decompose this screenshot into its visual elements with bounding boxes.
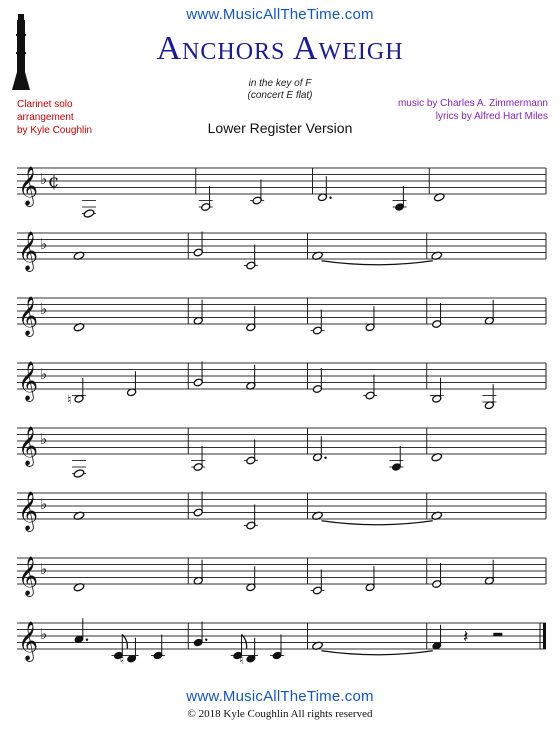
tie (322, 521, 433, 525)
flat-sign-icon: ♭ (40, 365, 48, 383)
tie (322, 261, 433, 265)
site-url-bottom[interactable]: www.MusicAllTheTime.com (186, 688, 374, 705)
treble-clef-icon: 𝄞 (18, 491, 39, 531)
cut-time-icon: ¢ (48, 171, 60, 192)
key-line-1: in the key of F (248, 78, 312, 89)
final-bar-thick (543, 623, 546, 649)
note-flag (242, 635, 247, 649)
augmentation-dot (324, 457, 326, 459)
key-line-2: (concert E flat) (247, 90, 313, 101)
flat-sign-icon: ♭ (40, 300, 48, 318)
arrangement-line: arrangement (17, 112, 74, 123)
flat-sign-icon: ♭ (40, 430, 48, 448)
note-head (73, 469, 85, 478)
natural-sign-icon: ♮ (238, 652, 244, 668)
augmentation-dot (86, 639, 88, 641)
tie (322, 651, 433, 655)
flat-sign-icon: ♭ (40, 560, 48, 578)
treble-clef-icon: 𝄞 (18, 231, 39, 271)
treble-clef-icon: 𝄞 (18, 296, 39, 336)
treble-clef-icon: 𝄞 (18, 556, 39, 596)
quarter-rest-icon: 𝄽 (463, 627, 469, 647)
copyright-notice: © 2018 Kyle Coughlin All rights reserved (187, 708, 373, 720)
augmentation-dot (205, 639, 207, 641)
music-credit: music by Charles A. Zimmermann (397, 98, 548, 109)
natural-sign-icon: ♮ (67, 392, 72, 408)
lyrics-credit: lyrics by Alfred Hart Miles (435, 111, 548, 122)
half-rest-icon (493, 633, 502, 636)
site-url-top[interactable]: www.MusicAllTheTime.com (186, 6, 374, 23)
treble-clef-icon: 𝄞 (18, 166, 39, 206)
flat-sign-icon: ♭ (40, 495, 48, 513)
version-label: Lower Register Version (207, 120, 353, 136)
song-title: Anchors Aweigh (156, 30, 404, 67)
arrangement-line: Clarinet solo (17, 99, 73, 110)
flat-sign-icon: ♭ (40, 235, 48, 253)
arrangement-line: by Kyle Coughlin (17, 125, 93, 136)
augmentation-dot (329, 197, 331, 199)
flat-sign-icon: ♭ (40, 625, 48, 643)
note-flag (122, 635, 127, 649)
flat-sign-icon: ♭ (40, 170, 48, 188)
treble-clef-icon: 𝄞 (18, 621, 39, 661)
natural-sign-icon: ♮ (119, 652, 125, 668)
treble-clef-icon: 𝄞 (18, 426, 39, 466)
treble-clef-icon: 𝄞 (18, 361, 39, 401)
note-head (83, 209, 95, 218)
